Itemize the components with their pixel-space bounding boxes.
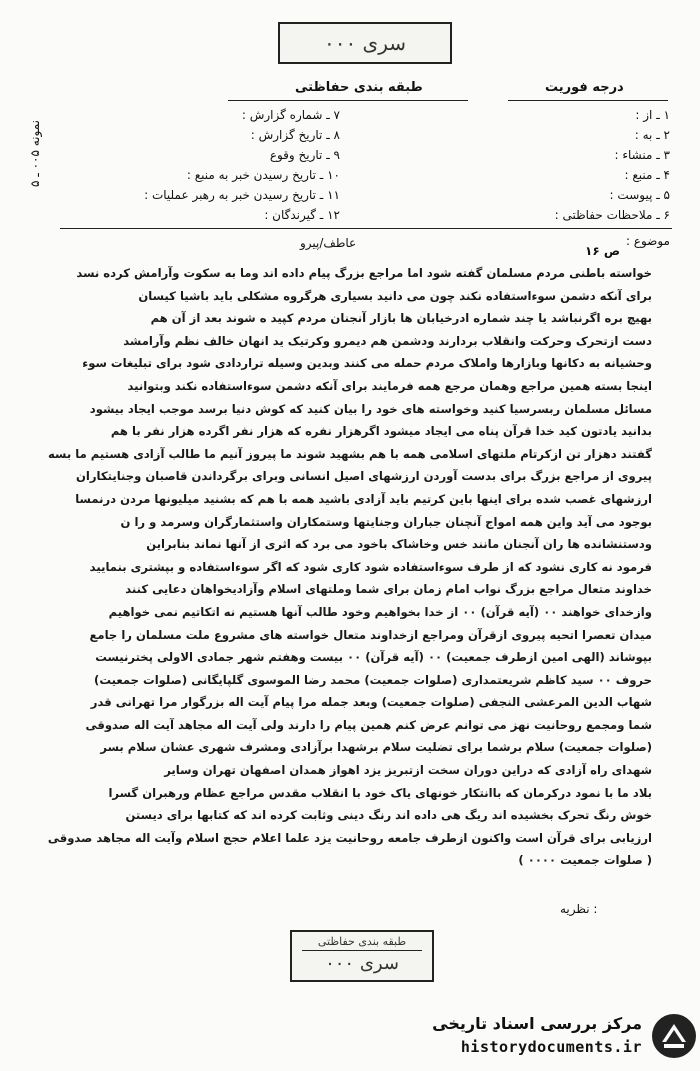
field-leader-receipt-date: ۱۱ ـ تاریخ رسیدن خبر به رهبر عملیات : <box>144 188 340 202</box>
logo-text-en: historydocuments.ir <box>460 1038 642 1056</box>
field-to: ۲ ـ به : <box>634 128 670 142</box>
body-line: ارزیابی برای قرآن است واکنون ازطرف جامعه روحانیت یزد علما اعلام حجج اسلام وآیت اله مجاهد صدوقی <box>47 830 652 845</box>
body-line: (صلوات جمعیت) سلام برشما برای تضلیت سلام برشهدا برآزادی ومشرف شهری عشان سلام بسر <box>100 740 652 755</box>
header-bottom-rule <box>60 228 672 229</box>
stamp-bottom-value: سری ۰۰۰ <box>325 953 399 974</box>
body-line: خوش رنگ تحرک بخشیده اند ریگ هی داده اند رنگ دینی وثابت کرده اند که کتابها برای دیستن <box>125 808 652 823</box>
bottom-classification-stamp <box>290 930 434 982</box>
body-line: شهدای راه آزادی که دراین دوران سخت ازتبریز یزد اهواز همدان اصفهان تهران وسایر <box>164 763 652 778</box>
body-line: گفتند دهزار تن ازکرتام ملتهای اسلامی همه با هم بشهید شوند ما پیروز آنیم ما طالب آزادی هستیم ما بسه <box>48 446 652 461</box>
document-logo-icon <box>650 1012 698 1060</box>
field-event-date: ۹ ـ تاریخ وقوع <box>269 148 340 162</box>
top-classification-stamp <box>278 22 452 64</box>
report-body <box>40 262 652 872</box>
opinion-label: نظریه : <box>560 902 598 916</box>
field-security-notes: ۶ ـ ملاحظات حفاظتی : <box>554 208 670 222</box>
body-line: دست ازتحرک وحرکت وانقلاب بردارند ودشمن هم دیمرو وکرتیک ید انهان خالف نظم وآرامشد <box>123 333 652 348</box>
body-line: خداوند متعال مراجع بزرگ نواب امام زمان برای شما وملتهای اسلام وآزادیخواهان دعایی کنند <box>125 582 652 597</box>
field-origin: ۳ ـ منشاء : <box>614 148 670 162</box>
body-line: بوجود می آید واین همه امواج آنچنان جباران وجنایتها وستمکاران واستثمارگران وسرمد و را ن <box>120 514 652 529</box>
body-line: فرمود نه کاری نشود که از طرف سوءاستفاده شود کاری شود که اگر سوءاستفاده و بپشتری بنمایید <box>89 559 652 574</box>
field-from: ۱ ـ از : <box>635 108 670 122</box>
body-line: وازخدای خواهند ۰۰ (آیه قرآن) ۰۰ از خدا بخواهیم وخود طالب آنها هستیم نه اتکاتیم نمی خواهیم <box>108 604 652 619</box>
priority-title: درجه فوریت <box>545 80 624 95</box>
body-line: بدانید یادتون کید خدا قرآن پناه می ایجاد میشود اگرهزار نفره که هزار نفر اگرده هزار نفر با هم <box>110 424 652 439</box>
field-source-receipt-date: ۱۰ ـ تاریخ رسیدن خبر به منبع : <box>186 168 340 182</box>
body-line: ارزشهای غصب شده برای اینها باین کرتیم باید آزادی باشید همه با هم که بشنید میلیونها مردن درنمسا <box>75 491 652 506</box>
field-report-number: ۷ ـ شماره گزارش : <box>241 108 340 122</box>
body-line: میدان تعصرا اتحیه پیروی ازقرآن ومراجع ازخداوند متعال خواسته های مشروع ملت مسلمان را جامع <box>89 627 652 642</box>
field-source: ۴ ـ منبع : <box>624 168 670 182</box>
body-line: وحشیانه به دکانها وبازارها واملاک مردم حمله می کنند وبدین وسیله تراردادی شود برای تبلیغات سوء <box>82 356 652 371</box>
header-rule-right <box>508 100 668 101</box>
body-line: بهیچ بره اگرنباشد یا چند شماره ادرخیابان ها بازار آنجنان مردم کپید ه شوند بعد از آن هم <box>150 311 652 326</box>
body-line: حروف ۰۰ سید کاظم شریعتمداری (صلوات جمعیت) محمد رضا الموسوی گلپایگانی (صلوات جمعیت) <box>94 672 652 687</box>
body-line: بلاد ما با نمود درکرمان که باانتکار خونهای یاک خود با انقلاب مقدس مراجع عظام ورهبران گسرا <box>108 785 652 800</box>
stamp-top-text: سری ۰۰۰ <box>323 31 407 55</box>
stamp-bottom-label: طبقه بندی حفاظتی <box>302 934 422 951</box>
logo-text-fa: مرکز بررسی اسناد تاریخی <box>432 1014 642 1033</box>
body-line: ( صلوات جمعیت ۰۰۰۰ ) <box>518 853 652 868</box>
site-logo <box>432 1008 698 1064</box>
form-side-code: نمونه ۰۰۵ ـ ۵ <box>28 120 42 188</box>
body-line: بپوشاند (الهی امین ازطرف جمعیت) ۰۰ (آیه قرآن) ۰۰ بیست وهفتم شهر جمادی الاولی پخترنیست <box>95 650 652 665</box>
field-report-date: ۸ ـ تاریخ گزارش : <box>250 128 340 142</box>
subject-value: ص ۱۶ <box>585 244 620 258</box>
body-line: شما ومجمع روحانیت نهز می توانم عرض کنم همین پیام را دارند ولی آیت اله مجاهد آیت اله صدوقی <box>85 717 652 732</box>
subject-label: موضوع : <box>625 234 670 248</box>
classification-title: طبقه بندی حفاظتی <box>295 80 423 95</box>
body-line: شهاب الدین المرعشی النجفی (صلوات جمعیت) وبعد جمله مرا پیام آیت اله بزرگوار مرا تهرانی قدر <box>90 695 652 710</box>
subject-center: عاطف/پیرو <box>300 236 357 250</box>
body-line: ودستنشانده ها ران آنجنان مانند خس وخاشاک باخود می برد که اثری از آنها نماند بنابراین <box>146 537 652 552</box>
body-line: اینجا بسته همین مراجع وهمان مرجع همه فرمایند برای آنکه دشمن سوءاستفاده نکند وبتوانید <box>127 378 652 393</box>
body-line: خواسته باطنی مردم مسلمان گفته شود اما مراجع بزرگ پیام داده اند وما به سکوت وآرامش کرده نسد <box>76 266 652 280</box>
body-line: مسائل مسلمان ربسرسیا کنید وخواسته های خود را بیان کنید که کوش دنیا برسد موجب ایجاد بیشود <box>89 401 652 416</box>
field-recipients: ۱۲ ـ گیرندگان : <box>264 208 340 222</box>
field-attachment: ۵ ـ پیوست : <box>609 188 670 202</box>
header-rule-left <box>228 100 468 101</box>
body-line: پیروی از مراجع بزرگ برای بدست آوردن ارزشهای اصیل انسانی وبرای برگرداندن قاصبان وجنایتکاران <box>75 469 652 484</box>
body-line: برای آنکه دشمن سوءاستفاده نکند چون می دانید بسیاری هرگروه مشکلی باید باشیا کیسان <box>138 288 652 303</box>
